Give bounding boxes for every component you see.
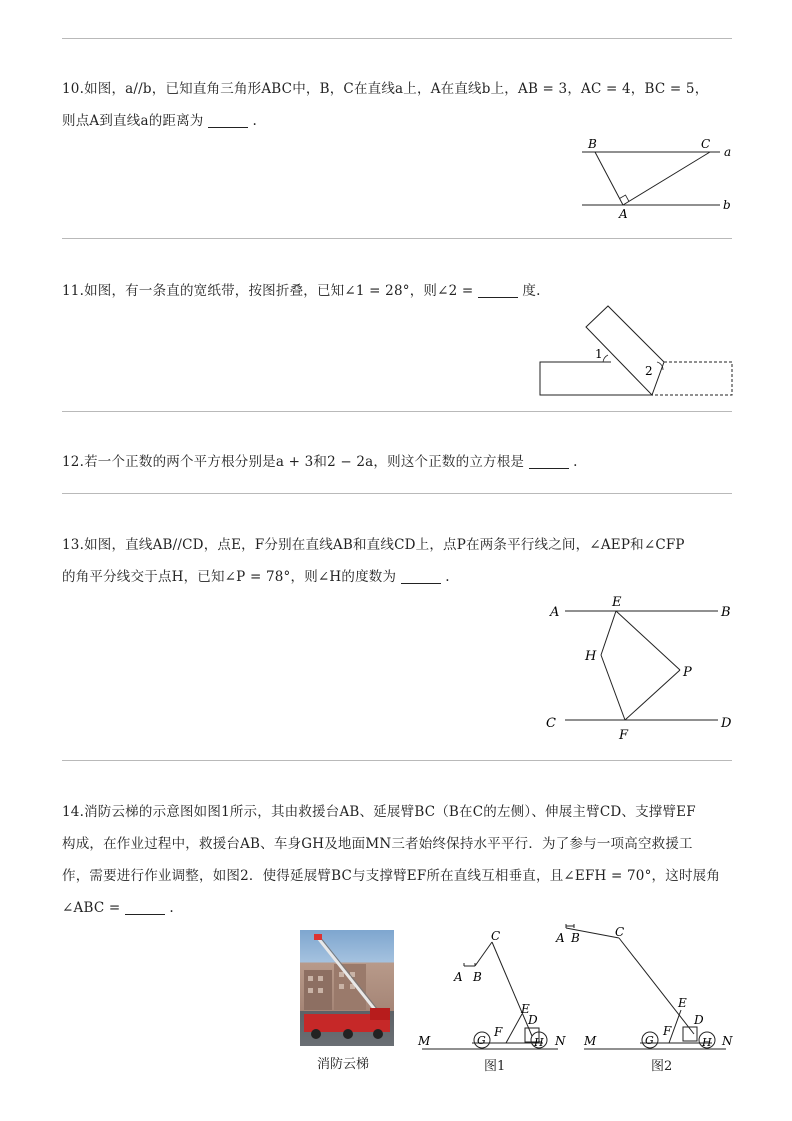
fig14-1-label-F: F (494, 1025, 503, 1039)
fig14-2-label-F: F (663, 1024, 672, 1038)
q10-answer-blank[interactable] (208, 113, 248, 128)
fig14-1-label-G: G (477, 1034, 486, 1047)
q11-answer-blank[interactable] (478, 283, 518, 298)
q13-line1: 13.如图，直线AB//CD，点E，F分别在直线AB和直线CD上，点P在两条平行线之间，∠AEP和∠CFP (62, 537, 685, 553)
divider-12-13 (62, 493, 732, 494)
fig14-2-label-N: N (722, 1034, 733, 1048)
fig11-label-1: 1 (595, 347, 603, 361)
divider-top (62, 38, 732, 39)
fig10-label-C: C (701, 137, 711, 151)
fig10-label-A: A (619, 207, 628, 221)
divider-10-11 (62, 238, 732, 239)
fig13-label-E: E (612, 595, 622, 610)
fire-ladder-truck-photo (300, 930, 394, 1046)
fig10-label-B: B (588, 137, 597, 151)
caption-fig1: 图1 (484, 1059, 506, 1074)
q14-line1: 14.消防云梯的示意图如图1所示，其由救援台AB、延展臂BC（B在C的左侧）、伸展主臂CD、支撑臂EF (62, 804, 696, 820)
fig13-label-A: A (550, 605, 560, 620)
fig14-1-label-D: D (528, 1013, 538, 1027)
fig13-label-D: D (721, 716, 732, 731)
fig14-2-label-M: M (584, 1034, 597, 1048)
fig13-label-F: F (619, 728, 629, 743)
q12-answer-blank[interactable] (529, 454, 569, 469)
figure-q13 (540, 592, 740, 744)
fig14-2-label-A: A (556, 931, 565, 945)
fig14-2-label-H: H (702, 1036, 712, 1049)
fig13-label-B: B (721, 605, 731, 620)
fig14-2-label-E: E (678, 996, 687, 1010)
q14-line2: 构成，在作业过程中，救援台AB、车身GH及地面MN三者始终保持水平平行．为了参与一项高空救援工 (62, 836, 693, 852)
q14-line4: ∠ABC = . (62, 900, 174, 916)
figure-q14-2 (556, 920, 738, 1053)
fig14-1-label-C: C (491, 929, 501, 943)
figure-q10 (570, 134, 740, 224)
q11-line1: 11.如图，有一条直的宽纸带，按图折叠，已知∠1 = 28°，则∠2 = 度. (62, 283, 541, 299)
fig14-2-label-D: D (694, 1013, 704, 1027)
fig10-label-b: b (723, 198, 731, 212)
divider-11-12 (62, 411, 732, 412)
fig13-label-H: H (585, 649, 597, 664)
fig14-1-label-E: E (521, 1002, 530, 1016)
caption-photo: 消防云梯 (317, 1057, 370, 1072)
fig14-1-label-N: N (555, 1034, 566, 1048)
fig14-2-label-G: G (645, 1034, 654, 1047)
fig13-label-P: P (683, 665, 692, 680)
fig14-1-label-A: A (454, 970, 463, 984)
q10-line2: 则点A到直线a的距离为 . (62, 113, 257, 129)
q14-answer-blank[interactable] (125, 900, 165, 915)
figure-q11 (536, 300, 736, 400)
caption-fig2: 图2 (651, 1059, 673, 1074)
fig13-label-C: C (546, 716, 556, 731)
q10-line1: 10.如图，a//b，已知直角三角形ABC中，B，C在直线a上，A在直线b上，AB = 3，AC = 4，BC = 5， (62, 81, 709, 97)
fire-truck-illustration (300, 930, 394, 1046)
q14-line3: 作，需要进行作业调整，如图2．使得延展臂BC与支撑臂EF所在直线互相垂直，且∠EFH = 70°，这时展角 (62, 868, 721, 884)
figure-q14-1 (412, 928, 572, 1053)
fig10-label-a: a (724, 145, 732, 159)
divider-13-14 (62, 760, 732, 761)
q13-answer-blank[interactable] (401, 569, 441, 584)
fig14-1-label-M: M (418, 1034, 431, 1048)
q12-line1: 12.若一个正数的两个平方根分别是a + 3和2 − 2a，则这个正数的立方根是 . (62, 454, 578, 470)
fig14-1-label-B: B (473, 970, 482, 984)
q13-line2: 的角平分线交于点H，已知∠P = 78°，则∠H的度数为 . (62, 569, 450, 585)
fig14-2-label-B: B (571, 931, 580, 945)
fig14-2-label-C: C (615, 925, 625, 939)
fig11-label-2: 2 (645, 364, 653, 378)
fig14-1-label-H: H (534, 1036, 544, 1049)
